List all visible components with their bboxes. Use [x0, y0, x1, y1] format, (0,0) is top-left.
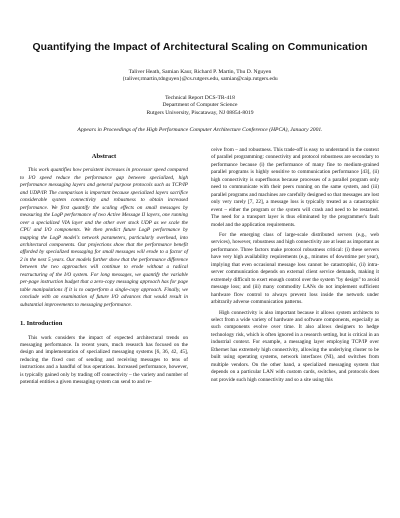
university: Rutgers University, Piscataway, NJ 08854-8019	[146, 109, 254, 116]
introduction-heading: 1. Introduction	[20, 320, 63, 328]
body-paragraph: For the emerging class of large-scale distributed servers (e.g., web services), however, robustness and high connectivity are at least as important as performance. Three factors make protocol robustness critical: (i) these servers have very high availability requirements (e.g., minutes of downtime per year), implying that even occasional message loss cannot be catastrophic, (ii) intra-server communication depends on external client service demands, making it extremely difficult to exert enough control over the system "by design" to avoid message loss; and (iii) many commodity LANs do not implement sufficient hardware flow control to always prevent loss inside the network under arbitrarily adverse communication patterns.	[211, 231, 379, 306]
department: Department of Computer Science	[162, 102, 238, 109]
abstract-heading: Abstract	[91, 153, 117, 160]
left-column	[20, 150, 188, 387]
body-paragraph: High connectivity is also important because it allows system architects to select from a wide variety of hardware and software components, especially as such components evolve over time. It also allows designers to hedge technology risk, which is often ignored in a research setting, but is critical in an industrial context. For example, a messaging layer employing TCP/IP over Ethernet has extremely high connectivity, allowing the underlying cluster to be built using operating systems, network interfaces (NI), and switches from multiple vendors. On the other hand, a specialized messaging system that depends on a particular LAN with custom cards, switches, and protocols does not provide such high connectivity and so a site using this	[211, 309, 379, 383]
author-emails: {taliver,rmartin,tdnguyen}@cs.rutgers.edu, samian@caip.rutgers.edu	[122, 76, 278, 83]
author-block	[0, 69, 400, 83]
introduction-paragraph: This work considers the impact of expected architectural trends on messaging performance. In recent years, much research has focused on the design and implementation of specialized messaging systems [6, 36, 42, 45], reducing the fixed cost of sending and receiving messages to tens of instructions and a handful of bus operations. Increased performance, however, is typically gained only by trading off connectivity – the variety and number of potential entities a given messaging system can send to and re-	[20, 334, 188, 386]
abstract-text: This work quantifies how persistent increases in processor speed compared to I/O speed reduce the performance gap between specialized, high performance messaging layers and general purpose protocols such as TCP/IP and UDP/IP. The comparison is important because specialized layers sacrifice considerable system connectivity and robustness to obtain increased performance. We first quantify the scaling effects on small messages by measuring the LogP performance of two Active Message II layers, one running over a specialized VIA layer and the other over stock UDP as we scale the CPU and I/O components. We then predict future LogP performance by mapping the LogP model's network parameters, particularly overhead, into architectural components. Our projections show that the performance benefit afforded by specialized messaging for small messages will erode to a factor of 2 in the next 5 years. Our models further show that the performance difference between the two approaches will continue to erode without a radical restructuring of the I/O system. For long messages, we quantify the variable per-page instruction budget that a zero-copy messaging approach has for page table manipulations if it is to outperform a single-copy approach. Finally, we conclude with an examination of future I/O advances that would result in substantial improvements to messaging performance.	[20, 167, 188, 308]
author-names: Taliver Heath, Samian Kaur, Richard P. Martin, Thu D. Nguyen	[128, 69, 272, 75]
report-block	[0, 95, 400, 117]
body-paragraph: ceive from – and robustness. This trade-off is easy to understand in the context of parallel programming: connectivity and protocol robustness are secondary to performance because (i) the performance of many fine to medium-grained parallel programs is highly sensitive to communication performance [43], (ii) high connectivity is superfluous because processes of a parallel program only need to communicate with their peers running on the same system, and (iii) parallel programs and machines are carefully designed so that messages are lost only very rarely [7, 22], a message loss is typically treated as a catastrophic event – either the program or the system will crash and need to be restarted. The need for a transport layer is thus eliminated by the programmer's fault model and the application requirements.	[211, 147, 379, 228]
paper-title: Quantifying the Impact of Architectural Scaling on Communication	[32, 42, 368, 53]
publication-note: Appears in Proceedings of the High Performance Computer Architecture Conference (HPCA), January 2001.	[77, 127, 323, 133]
report-number: Technical Report DCS-TR-418	[165, 95, 235, 101]
right-column	[211, 147, 379, 384]
